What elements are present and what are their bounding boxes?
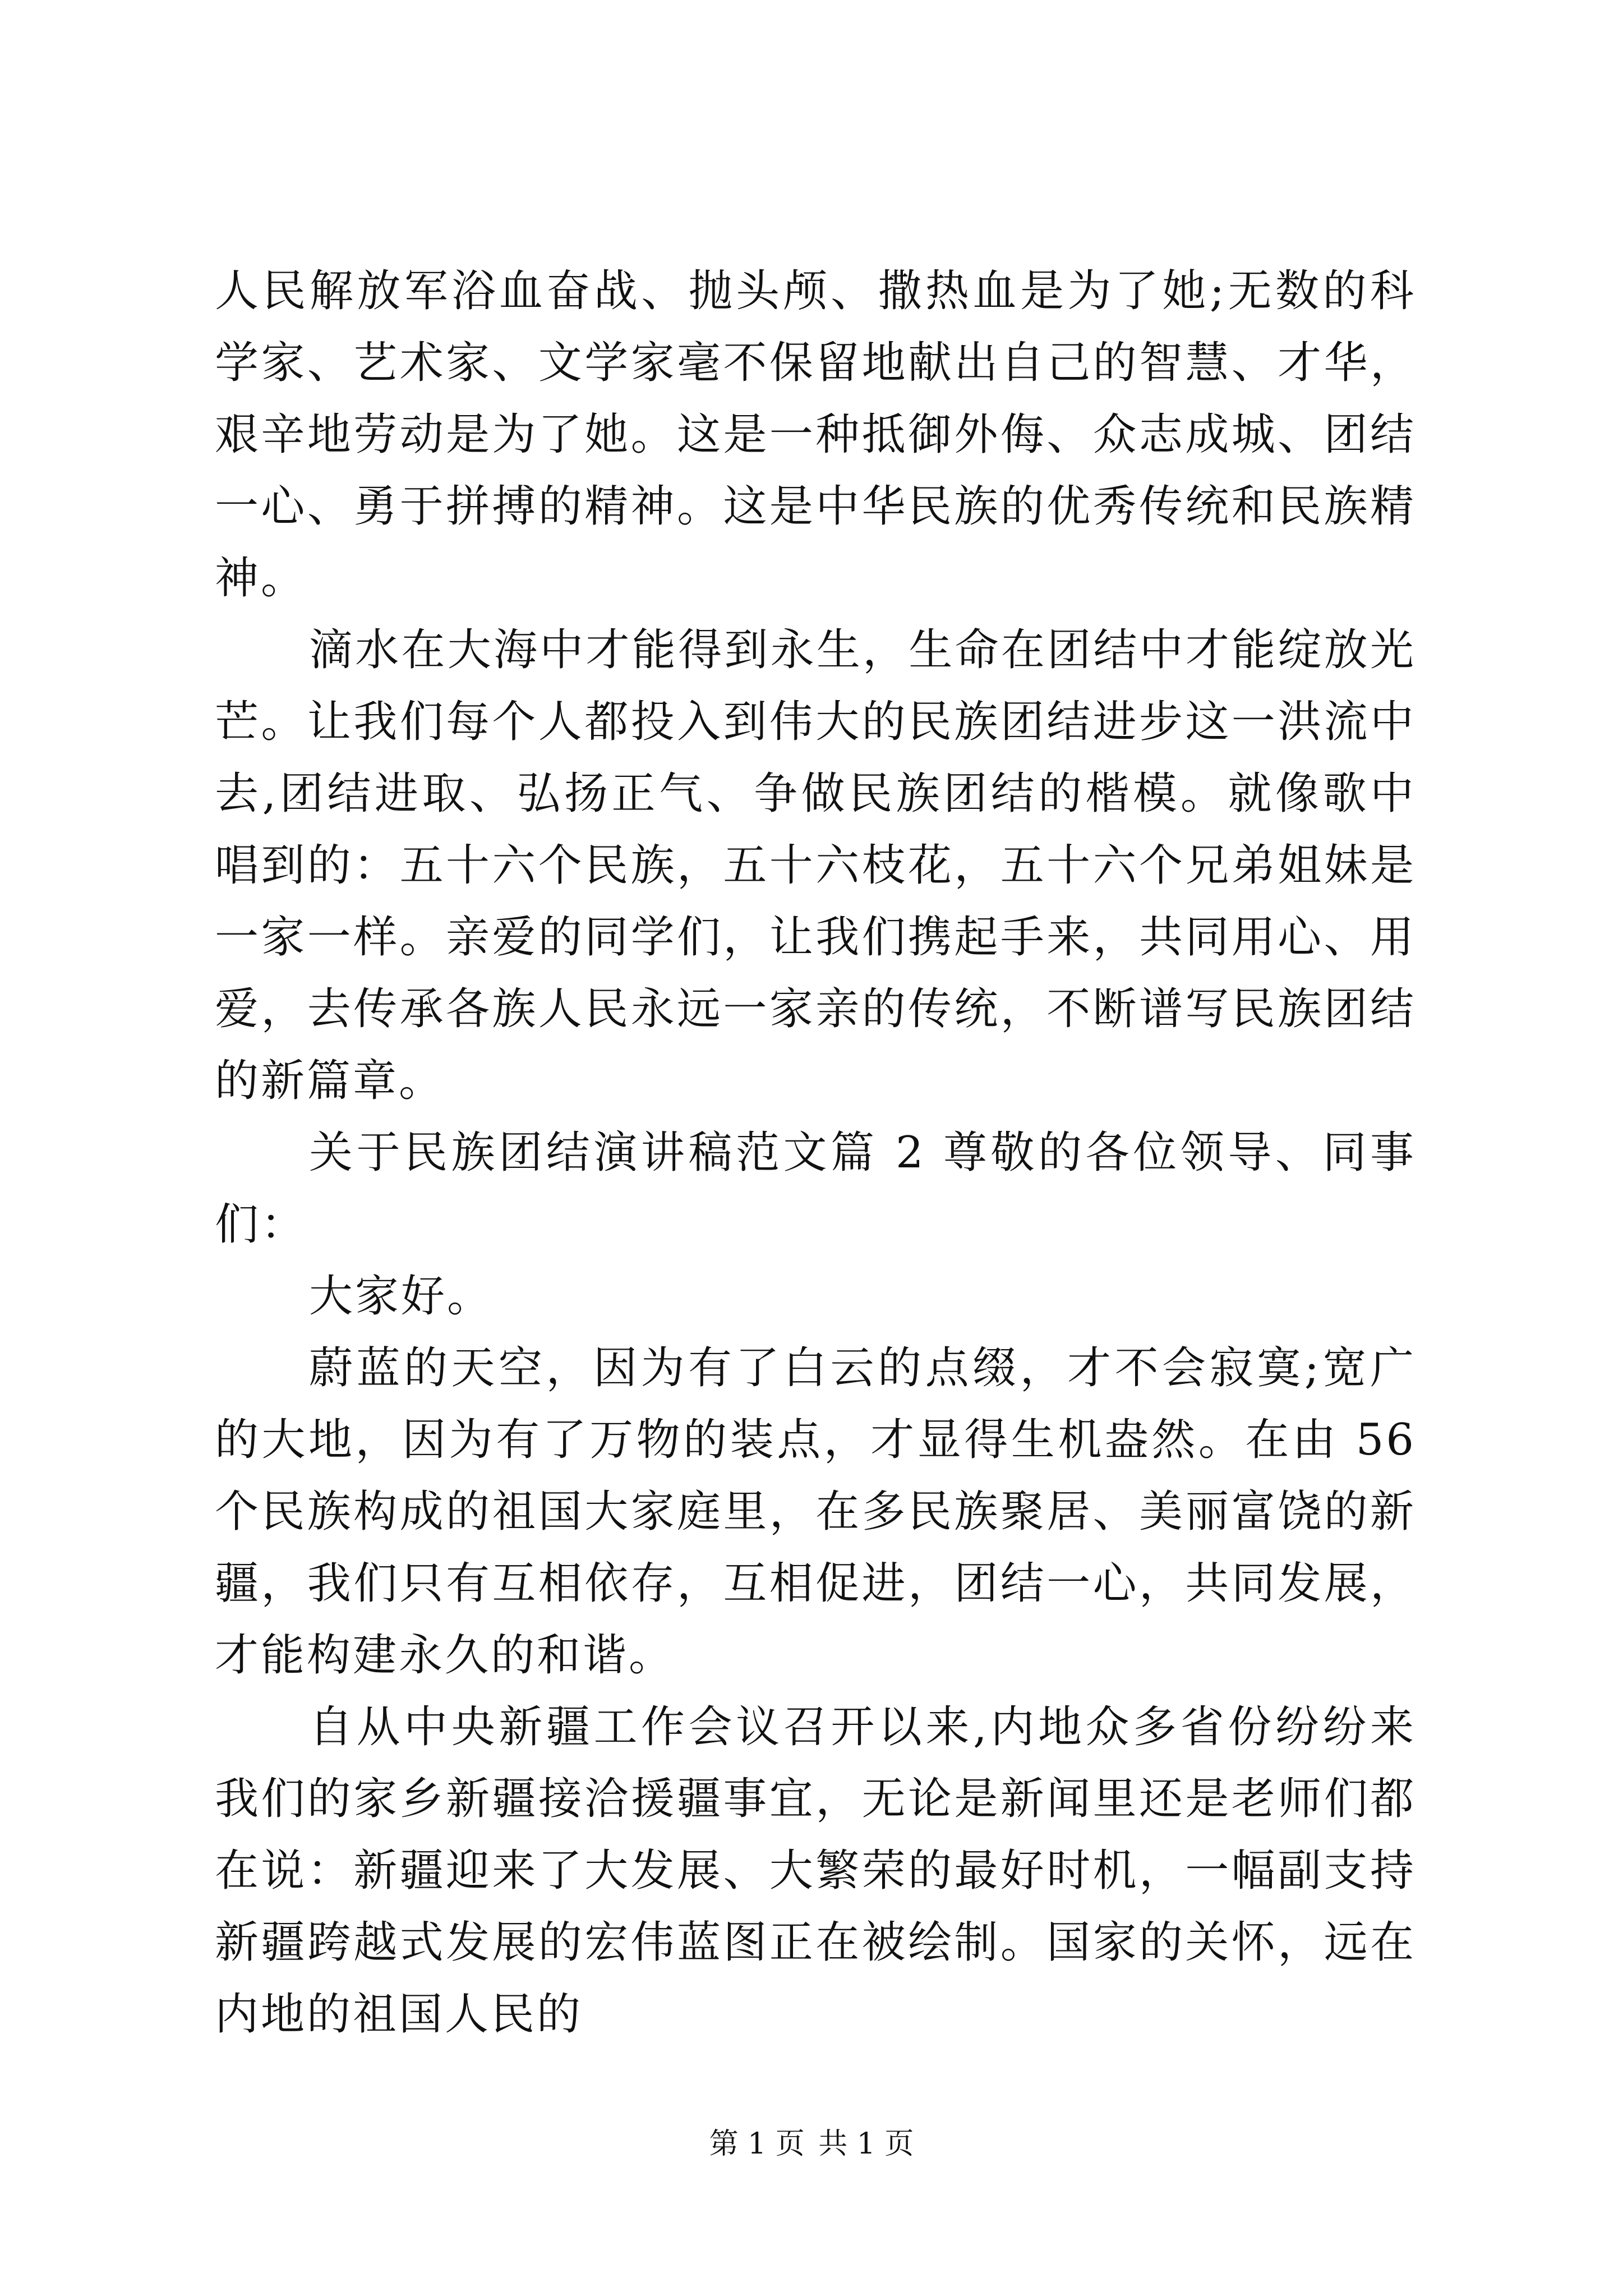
document-body — [215, 255, 1416, 2050]
page-footer — [0, 2126, 1623, 2162]
paragraph-5: 蔚蓝的天空，因为有了白云的点缀，才不会寂寞;宽广的大地，因为有了万物的装点，才显得生机盎然。在由 56 个民族构成的祖国大家庭里，在多民族聚居、美丽富饶的新疆，我们只有互相依存，互相促进，团结一心，共同发展，才能构建永久的和谐。 — [215, 1343, 1416, 1681]
paragraph-6: 自从中央新疆工作会议召开以来,内地众多省份纷纷来我们的家乡新疆接洽援疆事宜，无论是新闻里还是老师们都在说：新疆迎来了大发展、大繁荣的最好时机，一幅副支持新疆跨越式发展的宏伟蓝图正在被绘制。国家的关怀，远在内地的祖国人民的 — [215, 1702, 1416, 2040]
speech-title-line: 关于民族团结演讲稿范文篇 2 尊敬的各位领导、同事们： — [215, 1128, 1416, 1250]
paragraph-1: 人民解放军浴血奋战、抛头颅、撒热血是为了她;无数的科学家、艺术家、文学家毫不保留地献出自己的智慧、才华，艰辛地劳动是为了她。这是一种抵御外侮、众志成城、团结一心、勇于拼搏的精神。这是中华民族的优秀传统和民族精神。 — [215, 266, 1416, 604]
page-total: 共 1 页 — [818, 2127, 914, 2161]
greeting-line: 大家好。 — [309, 1271, 494, 1322]
page-number: 第 1 页 — [709, 2127, 805, 2161]
paragraph-2: 滴水在大海中才能得到永生，生命在团结中才能绽放光芒。让我们每个人都投入到伟大的民族团结进步这一洪流中去,团结进取、弘扬正气、争做民族团结的楷模。就像歌中唱到的：五十六个民族，五十六枝花，五十六个兄弟姐妹是一家一样。亲爱的同学们，让我们携起手来，共同用心、用爱，去传承各族人民永远一家亲的传统，不断谱写民族团结的新篇章。 — [215, 625, 1416, 1106]
